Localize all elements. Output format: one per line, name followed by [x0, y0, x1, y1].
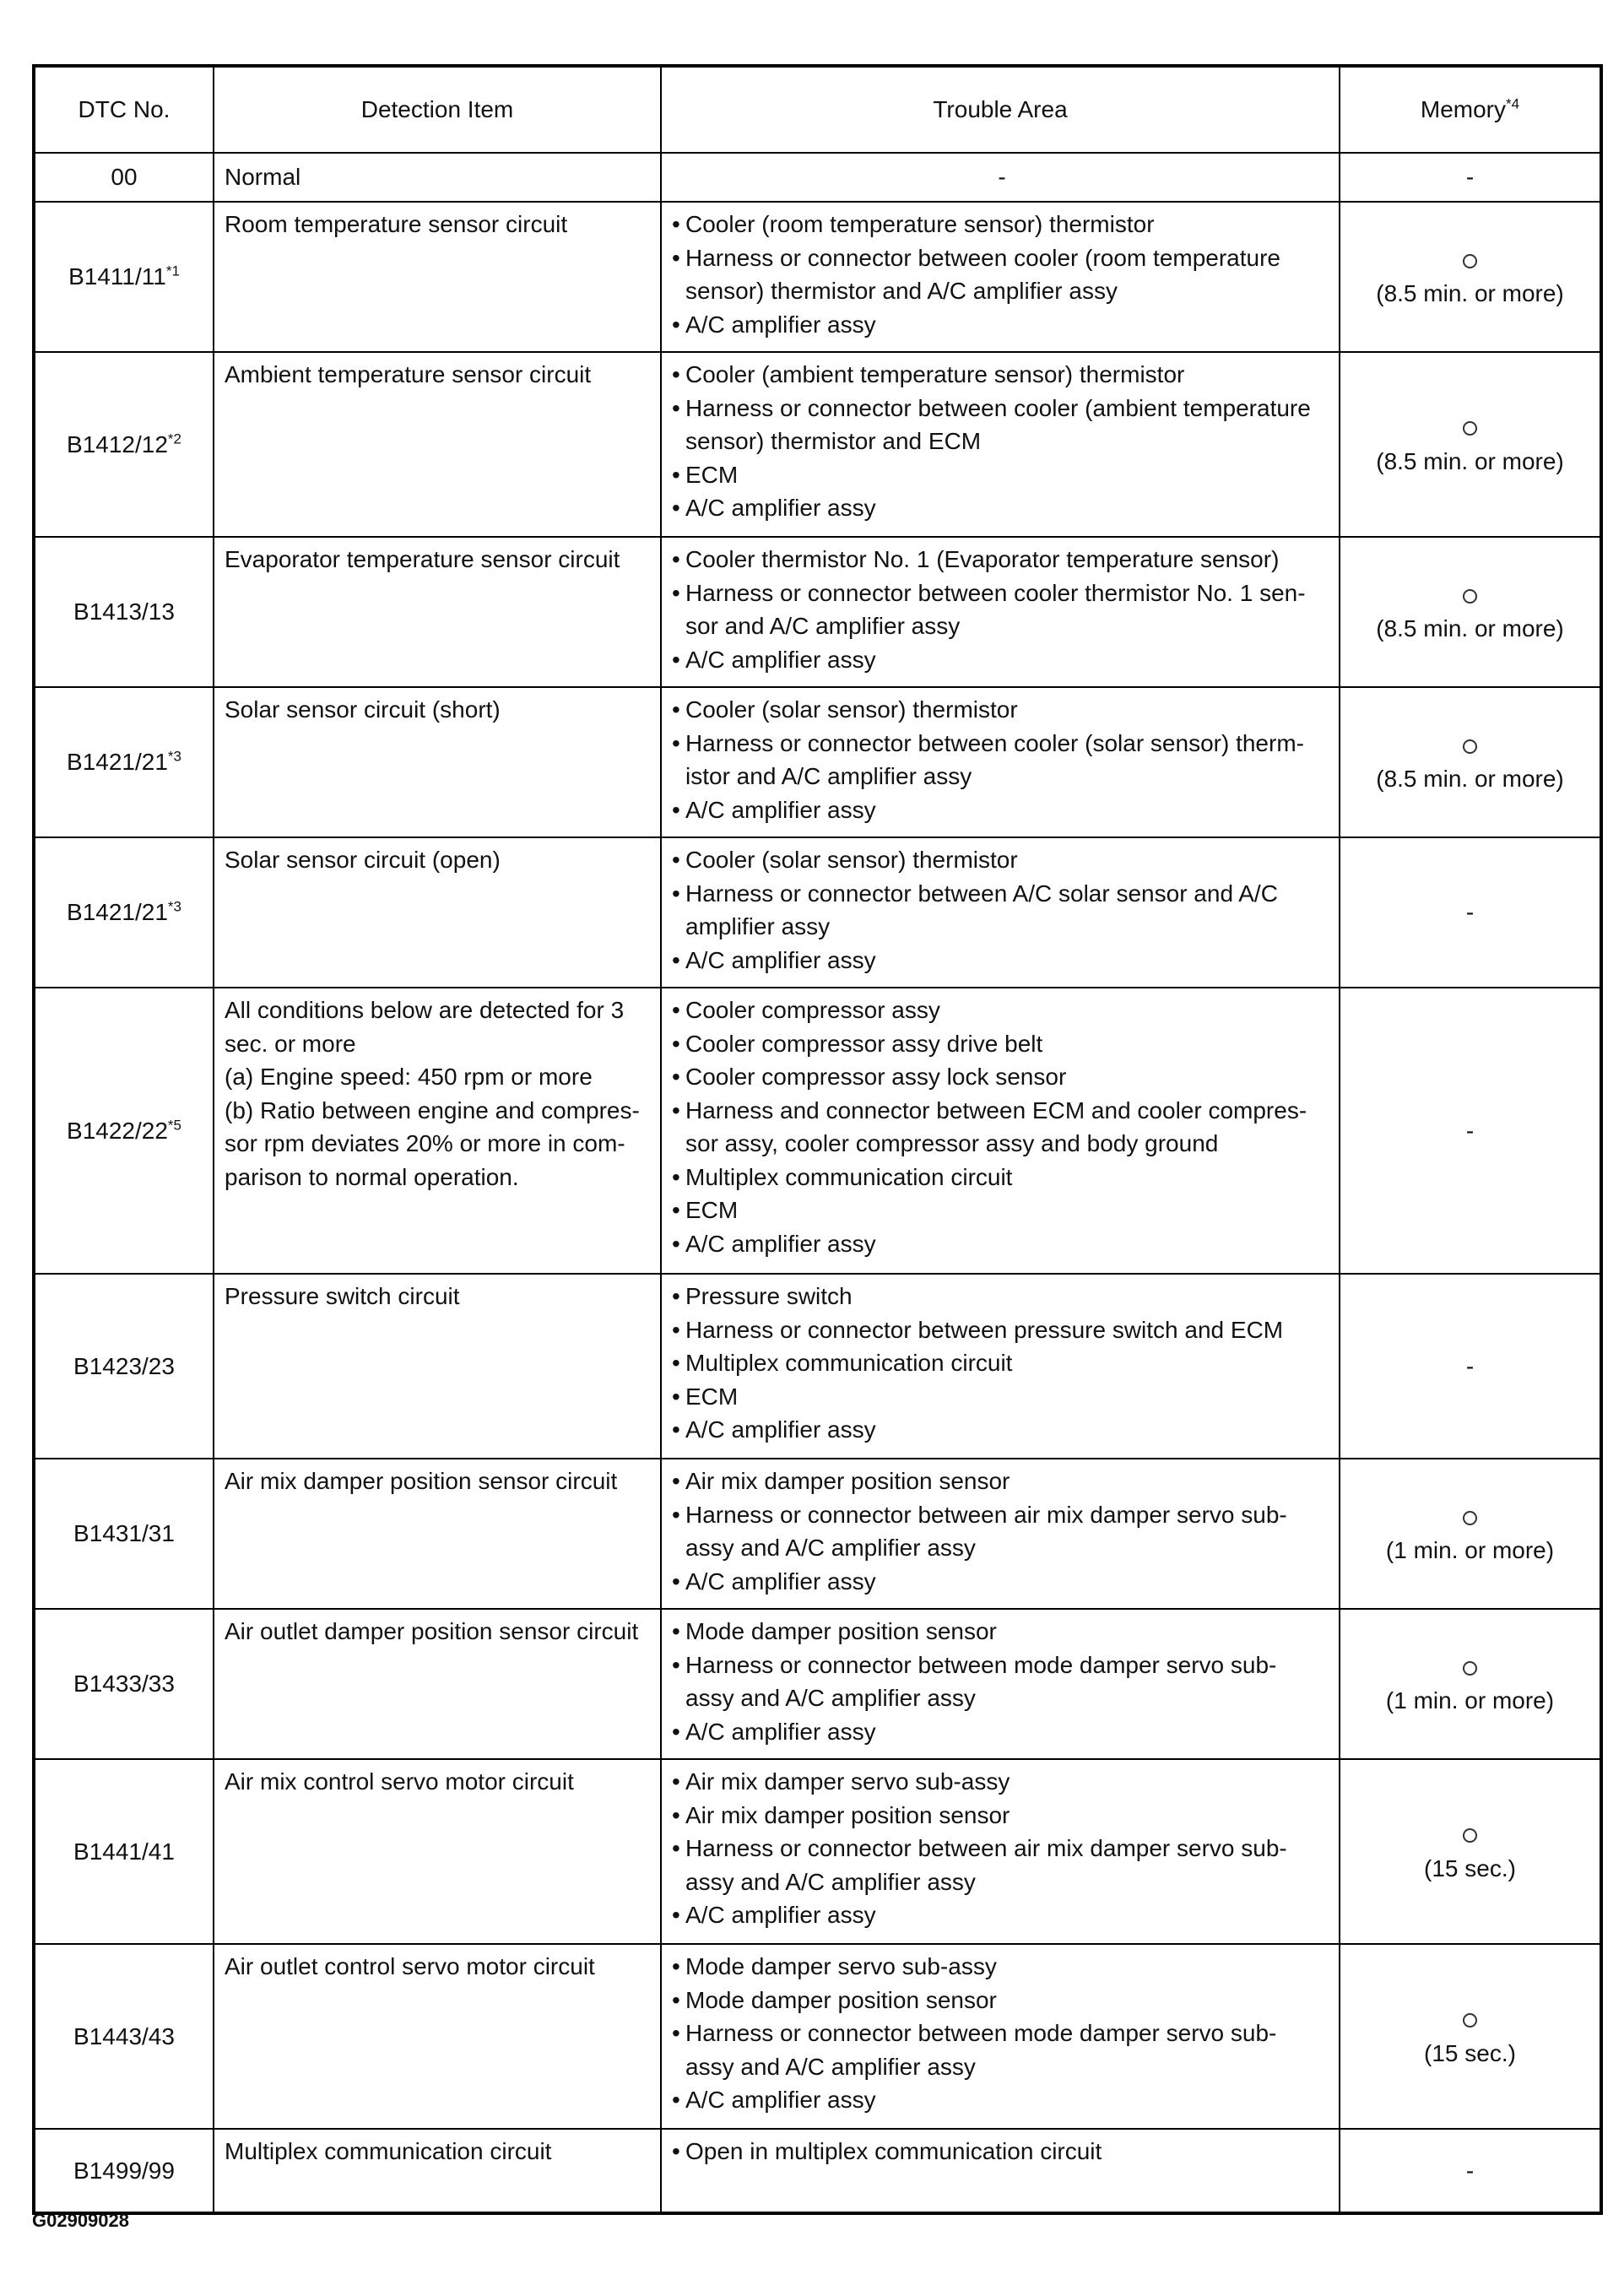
trouble-area-cell — [661, 687, 1340, 837]
memory-circle-icon — [1463, 1511, 1477, 1525]
trouble-area-item — [672, 358, 1332, 392]
dtc-code — [73, 598, 175, 625]
figure-id: G02909028 — [32, 2210, 129, 2231]
memory-cell — [1340, 1759, 1601, 1944]
trouble-area-item — [672, 1060, 1332, 1094]
trouble-area-list — [672, 1765, 1332, 1932]
trouble-area-text: Harness or connector between cooler thermistor No. 1 sen- sor and A/C amplifier assy — [685, 579, 1306, 639]
dtc-no-cell — [34, 1944, 214, 2129]
trouble-area-item — [672, 1194, 1332, 1227]
header-trouble-area: Trouble Area — [661, 66, 1340, 153]
table-row — [34, 1944, 1601, 2129]
trouble-area-item — [672, 1346, 1332, 1380]
memory-note: (1 min. or more) — [1385, 1687, 1555, 1714]
dtc-no-cell — [34, 153, 214, 202]
dtc-code-text: B1443/43 — [73, 2022, 175, 2049]
trouble-area-item — [672, 543, 1332, 577]
trouble-area-text: Pressure switch — [685, 1283, 853, 1309]
trouble-area-item — [672, 458, 1332, 492]
dtc-code-text: B1441/41 — [73, 1838, 175, 1865]
trouble-area-item — [672, 843, 1332, 877]
table-row — [34, 537, 1601, 687]
memory-circle-icon — [1463, 1828, 1477, 1843]
dtc-no-cell — [34, 988, 214, 1274]
trouble-area-item — [672, 1799, 1332, 1833]
trouble-area-text: A/C amplifier assy — [685, 646, 876, 673]
trouble-area-text: Harness or connector between A/C solar sensor and A/C amplifier assy — [685, 880, 1278, 939]
trouble-area-item — [672, 1898, 1332, 1932]
dtc-no-cell — [34, 352, 214, 537]
trouble-area-item — [672, 994, 1332, 1027]
trouble-area-item — [672, 1832, 1332, 1898]
trouble-area-text: Harness or connector between pressure switch and ECM — [685, 1316, 1284, 1343]
memory-cell — [1340, 1459, 1601, 1609]
detection-item-cell: Pressure switch circuit — [214, 1274, 661, 1459]
trouble-area-text: A/C amplifier assy — [685, 1230, 876, 1257]
trouble-area-item — [672, 208, 1332, 241]
trouble-area-text: Air mix damper position sensor — [685, 1468, 1010, 1494]
trouble-area-text: ECM — [685, 1383, 739, 1410]
dtc-footnote-marker: *3 — [167, 748, 181, 765]
detection-item-cell: Solar sensor circuit (short) — [214, 687, 661, 837]
memory-circle-icon — [1463, 2013, 1477, 2028]
dtc-code — [68, 263, 180, 290]
trouble-area-item — [672, 577, 1332, 643]
memory-cell — [1340, 153, 1601, 202]
header-detection-item: Detection Item — [214, 66, 661, 153]
table-row — [34, 352, 1601, 537]
memory-note: - — [1465, 1352, 1475, 1379]
trouble-area-item — [672, 1984, 1332, 2017]
dtc-code-text: B1412/12 — [67, 430, 168, 458]
trouble-area-item — [672, 693, 1332, 727]
trouble-area-text: Cooler (ambient temperature sensor) thermistor — [685, 361, 1185, 387]
memory-mark-wrap — [1340, 1501, 1600, 1535]
trouble-area-item — [672, 643, 1332, 677]
dtc-no-cell — [34, 537, 214, 687]
trouble-area-list — [672, 208, 1332, 341]
header-memory — [1340, 66, 1601, 153]
memory-cell — [1340, 687, 1601, 837]
dtc-code — [73, 1353, 175, 1379]
memory-note: (15 sec.) — [1424, 2039, 1516, 2066]
dtc-code-text: 00 — [111, 164, 138, 191]
dtc-footnote-marker: *5 — [167, 1117, 181, 1134]
trouble-area-text: Cooler (solar sensor) thermistor — [685, 847, 1018, 873]
trouble-area-item — [672, 1413, 1332, 1447]
trouble-area-item — [672, 1161, 1332, 1194]
trouble-area-text: A/C amplifier assy — [685, 1718, 876, 1745]
dtc-code-text: B1411/11 — [68, 263, 166, 290]
trouble-area-cell — [661, 352, 1340, 537]
detection-item-cell: Normal — [214, 153, 661, 202]
dtc-code — [73, 1520, 175, 1546]
trouble-area-cell — [661, 988, 1340, 1274]
trouble-area-text: Cooler compressor assy drive belt — [685, 1030, 1043, 1057]
memory-mark-wrap — [1340, 244, 1600, 278]
dtc-footnote-marker: *2 — [167, 430, 181, 447]
table-row — [34, 988, 1601, 1274]
table-row — [34, 687, 1601, 837]
trouble-area-item — [672, 1715, 1332, 1749]
detection-item-cell: Evaporator temperature sensor circuit — [214, 537, 661, 687]
trouble-area-text: Cooler thermistor No. 1 (Evaporator temperature sensor) — [685, 546, 1280, 572]
detection-item-cell: All conditions below are detected for 3 sec. or more (a) Engine speed: 450 rpm or more (b) Ratio between engine and compres- sor rpm deviates 20% or more in com- parison to normal operation. — [214, 988, 661, 1274]
trouble-area-text: Harness or connector between air mix damper servo sub- assy and A/C amplifier assy — [685, 1501, 1287, 1561]
memory-note: (8.5 min. or more) — [1376, 447, 1564, 474]
dtc-footnote-marker: *3 — [167, 898, 181, 915]
trouble-area-text: Harness and connector between ECM and cooler compres- sor assy, cooler compressor assy and body ground — [685, 1096, 1307, 1156]
trouble-area-text: A/C amplifier assy — [685, 1416, 876, 1443]
trouble-area-list — [672, 358, 1332, 525]
trouble-area-item — [672, 308, 1332, 342]
trouble-area-item — [672, 1565, 1332, 1599]
trouble-area-cell — [661, 202, 1340, 352]
memory-note: - — [1465, 2157, 1475, 2184]
trouble-area-list — [672, 1615, 1332, 1748]
trouble-area-text: Cooler compressor assy lock sensor — [685, 1064, 1067, 1090]
memory-note: (8.5 min. or more) — [1376, 615, 1564, 642]
header-memory-footnote: *4 — [1506, 95, 1520, 112]
dtc-table-body — [34, 153, 1601, 2213]
trouble-area-text: ECM — [685, 461, 739, 488]
memory-cell — [1340, 352, 1601, 537]
trouble-area-text: Cooler (room temperature sensor) thermistor — [685, 211, 1155, 237]
dtc-no-cell — [34, 1759, 214, 1944]
trouble-area-item — [672, 1313, 1332, 1347]
detection-item-cell: Air outlet damper position sensor circuit — [214, 1609, 661, 1759]
dtc-code-text: B1421/21 — [67, 749, 168, 776]
trouble-area-list — [672, 1950, 1332, 2117]
trouble-area-text: Multiplex communication circuit — [685, 1350, 1013, 1376]
trouble-area-text: Harness or connector between cooler (ambient temperature sensor) thermistor and ECM — [685, 394, 1311, 454]
trouble-area-text: A/C amplifier assy — [685, 2087, 876, 2113]
trouble-area-item — [672, 491, 1332, 525]
trouble-area-item — [672, 1227, 1332, 1261]
trouble-area-list — [672, 543, 1332, 676]
dtc-no-cell — [34, 1274, 214, 1459]
trouble-area-text: ECM — [685, 1197, 739, 1223]
memory-mark-wrap — [1340, 1651, 1600, 1685]
detection-item-cell: Air outlet control servo motor circuit — [214, 1944, 661, 2129]
detection-item-cell: Air mix damper position sensor circuit — [214, 1459, 661, 1609]
trouble-area-list — [672, 693, 1332, 826]
detection-item-cell: Multiplex communication circuit — [214, 2129, 661, 2213]
dtc-code — [67, 1118, 181, 1144]
dtc-code-text: B1413/13 — [73, 598, 175, 625]
trouble-area-list — [672, 1280, 1332, 1447]
trouble-area-text: A/C amplifier assy — [685, 1902, 876, 1928]
trouble-area-text: Harness or connector between air mix damper servo sub- assy and A/C amplifier assy — [685, 1835, 1287, 1895]
trouble-area-text: Multiplex communication circuit — [685, 1163, 1013, 1190]
dtc-code — [67, 749, 181, 775]
memory-note: (8.5 min. or more) — [1376, 766, 1564, 792]
memory-cell — [1340, 1274, 1601, 1459]
detection-item-cell: Solar sensor circuit (open) — [214, 837, 661, 988]
memory-mark-wrap — [1340, 411, 1600, 445]
trouble-area-item — [672, 2017, 1332, 2083]
dtc-code — [73, 1838, 175, 1865]
memory-cell — [1340, 202, 1601, 352]
table-row — [34, 837, 1601, 988]
trouble-area-cell — [661, 1609, 1340, 1759]
dtc-code-text: B1422/22 — [67, 1117, 168, 1144]
table-row — [34, 1459, 1601, 1609]
trouble-area-item — [672, 1765, 1332, 1799]
dtc-code — [67, 899, 181, 925]
dtc-code-text: B1421/21 — [67, 899, 168, 926]
dtc-no-cell — [34, 837, 214, 988]
trouble-area-cell — [661, 1759, 1340, 1944]
trouble-area-text: A/C amplifier assy — [685, 946, 876, 973]
dtc-no-cell — [34, 2129, 214, 2213]
dtc-code — [73, 2158, 175, 2184]
dtc-code — [111, 164, 137, 190]
dtc-no-cell — [34, 202, 214, 352]
trouble-area-item — [672, 877, 1332, 944]
memory-cell — [1340, 1944, 1601, 2129]
trouble-area-item — [672, 1649, 1332, 1715]
trouble-area-item — [672, 2083, 1332, 2117]
memory-note: - — [1465, 1117, 1475, 1144]
dtc-no-cell — [34, 1459, 214, 1609]
table-row — [34, 2129, 1601, 2213]
table-header-row — [34, 66, 1601, 153]
trouble-area-item — [672, 241, 1332, 308]
trouble-area-item — [672, 1950, 1332, 1984]
trouble-area-text: A/C amplifier assy — [685, 796, 876, 823]
trouble-area-cell — [661, 153, 1340, 202]
memory-circle-icon — [1463, 1661, 1477, 1676]
memory-note: - — [1465, 164, 1475, 191]
detection-item-cell: Ambient temperature sensor circuit — [214, 352, 661, 537]
dtc-code-text: B1499/99 — [73, 2157, 175, 2184]
dtc-code-text: B1423/23 — [73, 1352, 175, 1379]
trouble-area-item — [672, 1498, 1332, 1565]
memory-note: (8.5 min. or more) — [1376, 280, 1564, 306]
memory-circle-icon — [1463, 589, 1477, 604]
trouble-area-item — [672, 793, 1332, 827]
trouble-area-cell — [661, 837, 1340, 988]
dtc-code — [73, 2023, 175, 2049]
trouble-area-cell — [661, 1944, 1340, 2129]
trouble-area-text: Cooler compressor assy — [685, 997, 940, 1023]
memory-mark-wrap — [1340, 729, 1600, 763]
memory-note: - — [1465, 899, 1475, 926]
trouble-area-item — [672, 1094, 1332, 1161]
dtc-code-text: B1431/31 — [73, 1520, 175, 1547]
trouble-area-text: A/C amplifier assy — [685, 1567, 876, 1595]
trouble-area-text: Harness or connector between mode damper servo sub- assy and A/C amplifier assy — [685, 2020, 1277, 2080]
memory-cell — [1340, 2129, 1601, 2213]
trouble-area-text: A/C amplifier assy — [685, 495, 876, 521]
dtc-table — [32, 64, 1603, 2215]
trouble-area-cell — [661, 1274, 1340, 1459]
trouble-area-item — [672, 1465, 1332, 1498]
trouble-area-empty: - — [998, 164, 1006, 191]
trouble-area-list — [672, 1465, 1332, 1598]
memory-circle-icon — [1463, 421, 1477, 436]
trouble-area-list — [672, 843, 1332, 977]
trouble-area-text: Cooler (solar sensor) thermistor — [685, 696, 1018, 723]
trouble-area-item — [672, 1027, 1332, 1061]
trouble-area-text: Air mix damper servo sub-assy — [685, 1768, 1010, 1795]
trouble-area-item — [672, 392, 1332, 458]
memory-circle-icon — [1463, 254, 1477, 268]
trouble-area-item — [672, 1280, 1332, 1313]
memory-mark-wrap — [1340, 579, 1600, 613]
table-row — [34, 202, 1601, 352]
memory-note: (1 min. or more) — [1385, 1537, 1555, 1563]
trouble-area-list — [672, 2135, 1332, 2168]
memory-cell — [1340, 837, 1601, 988]
trouble-area-cell — [661, 537, 1340, 687]
trouble-area-text: Air mix damper position sensor — [685, 1801, 1010, 1828]
table-row — [34, 153, 1601, 202]
table-row — [34, 1274, 1601, 1459]
trouble-area-item — [672, 1380, 1332, 1414]
trouble-area-text: Harness or connector between cooler (room temperature sensor) thermistor and A/C amplifier assy — [685, 244, 1281, 304]
trouble-area-list — [672, 994, 1332, 1260]
memory-cell — [1340, 1609, 1601, 1759]
trouble-area-text: Harness or connector between cooler (solar sensor) therm- istor and A/C amplifier assy — [685, 729, 1304, 789]
dtc-code — [67, 431, 181, 458]
memory-mark-wrap — [1340, 2003, 1600, 2037]
table-row — [34, 1609, 1601, 1759]
trouble-area-item — [672, 727, 1332, 793]
trouble-area-item — [672, 2135, 1332, 2168]
memory-cell — [1340, 988, 1601, 1274]
trouble-area-text: Mode damper position sensor — [685, 1618, 997, 1644]
trouble-area-text: Mode damper position sensor — [685, 1986, 997, 2013]
header-dtc-no: DTC No. — [34, 66, 214, 153]
dtc-no-cell — [34, 687, 214, 837]
memory-mark-wrap — [1340, 1818, 1600, 1852]
header-memory-label: Memory — [1420, 96, 1507, 123]
trouble-area-cell — [661, 1459, 1340, 1609]
trouble-area-text: Open in multiplex communication circuit — [685, 2138, 1102, 2164]
dtc-no-cell — [34, 1609, 214, 1759]
trouble-area-text: Harness or connector between mode damper servo sub- assy and A/C amplifier assy — [685, 1651, 1277, 1711]
trouble-area-text: A/C amplifier assy — [685, 311, 876, 338]
dtc-footnote-marker: *1 — [165, 263, 180, 279]
trouble-area-text: Mode damper servo sub-assy — [685, 1953, 997, 1979]
dtc-code-text: B1433/33 — [73, 1670, 175, 1697]
detection-item-cell: Air mix control servo motor circuit — [214, 1759, 661, 1944]
dtc-code — [73, 1670, 175, 1697]
trouble-area-item — [672, 1615, 1332, 1649]
table-row — [34, 1759, 1601, 1944]
trouble-area-item — [672, 944, 1332, 977]
detection-item-cell: Room temperature sensor circuit — [214, 202, 661, 352]
memory-circle-icon — [1463, 739, 1477, 754]
memory-cell — [1340, 537, 1601, 687]
trouble-area-cell — [661, 2129, 1340, 2213]
memory-note: (15 sec.) — [1424, 1854, 1516, 1881]
